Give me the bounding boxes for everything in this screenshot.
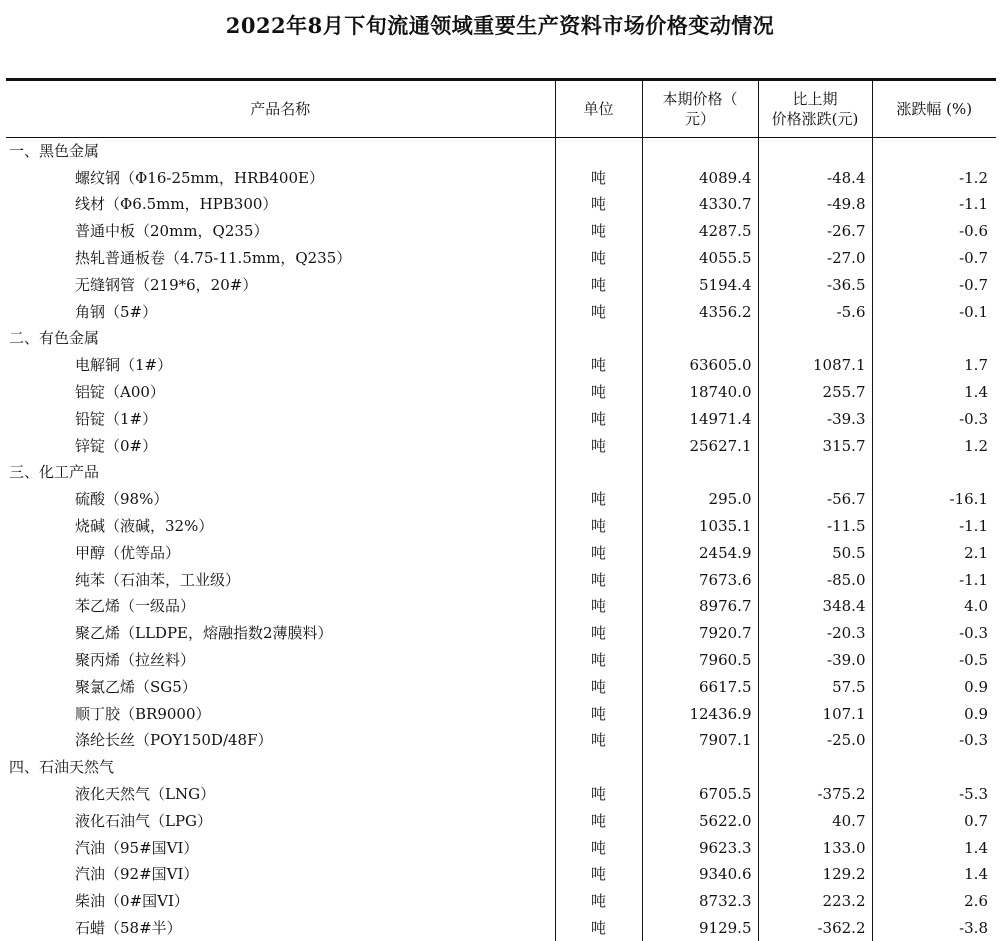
percent-cell: -0.6 — [872, 218, 996, 245]
product-name-cell: 无缝钢管（219*6，20#） — [75, 275, 258, 294]
price-cell: 12436.9 — [642, 700, 758, 727]
product-name-cell: 角钢（5#） — [75, 302, 158, 321]
product-name-cell: 汽油（92#国VI） — [75, 865, 199, 884]
category-row — [6, 754, 996, 781]
change-cell: 315.7 — [758, 432, 872, 459]
table-row — [6, 218, 996, 245]
price-cell: 9623.3 — [642, 834, 758, 861]
percent-cell — [872, 325, 996, 352]
percent-cell — [872, 138, 996, 165]
unit-cell: 吨 — [555, 861, 642, 888]
table-row — [6, 807, 996, 834]
table-body — [6, 138, 996, 941]
header-unit: 单位 — [555, 80, 642, 138]
unit-cell: 吨 — [555, 164, 642, 191]
percent-cell: 1.7 — [872, 352, 996, 379]
percent-cell: 1.4 — [872, 379, 996, 406]
percent-cell: -0.3 — [872, 727, 996, 754]
price-cell — [642, 325, 758, 352]
change-cell: -36.5 — [758, 271, 872, 298]
change-cell: 255.7 — [758, 379, 872, 406]
table-row — [6, 727, 996, 754]
table-row — [6, 861, 996, 888]
unit-cell: 吨 — [555, 539, 642, 566]
price-cell: 8732.3 — [642, 888, 758, 915]
price-cell — [642, 138, 758, 165]
product-name-cell: 柴油（0#国VI） — [75, 892, 189, 911]
percent-cell: 2.1 — [872, 539, 996, 566]
percent-cell: -0.3 — [872, 405, 996, 432]
product-name-cell: 汽油（95#国VI） — [75, 838, 199, 857]
table-row — [6, 915, 996, 941]
price-cell: 5194.4 — [642, 271, 758, 298]
table-row — [6, 405, 996, 432]
header-change-percent: 涨跌幅 (%) — [872, 80, 996, 138]
unit-cell — [555, 754, 642, 781]
product-name-cell: 四、石油天然气 — [9, 758, 115, 777]
unit-cell: 吨 — [555, 245, 642, 272]
price-cell: 4055.5 — [642, 245, 758, 272]
product-name-cell: 聚乙烯（LLDPE，熔融指数2薄膜料） — [75, 624, 333, 643]
unit-cell: 吨 — [555, 647, 642, 674]
unit-cell: 吨 — [555, 620, 642, 647]
unit-cell: 吨 — [555, 352, 642, 379]
change-cell: -26.7 — [758, 218, 872, 245]
price-cell: 7907.1 — [642, 727, 758, 754]
change-cell: 223.2 — [758, 888, 872, 915]
change-cell — [758, 459, 872, 486]
product-name-cell: 锌锭（0#） — [75, 436, 158, 455]
product-name-cell: 热轧普通板卷（4.75-11.5mm，Q235） — [75, 249, 352, 268]
price-cell: 6705.5 — [642, 781, 758, 808]
table-row — [6, 352, 996, 379]
price-cell: 63605.0 — [642, 352, 758, 379]
change-cell: -49.8 — [758, 191, 872, 218]
table-row — [6, 379, 996, 406]
product-name-cell: 铝锭（A00） — [75, 383, 165, 402]
change-cell: -39.0 — [758, 647, 872, 674]
unit-cell — [555, 459, 642, 486]
unit-cell: 吨 — [555, 566, 642, 593]
table-row — [6, 566, 996, 593]
percent-cell: -16.1 — [872, 486, 996, 513]
product-name-cell: 甲醇（优等品） — [75, 543, 181, 562]
price-cell: 4287.5 — [642, 218, 758, 245]
percent-cell: -0.5 — [872, 647, 996, 674]
change-cell — [758, 754, 872, 781]
change-cell — [758, 138, 872, 165]
percent-cell: -1.1 — [872, 566, 996, 593]
table-row — [6, 888, 996, 915]
price-cell: 2454.9 — [642, 539, 758, 566]
category-row — [6, 459, 996, 486]
table-row — [6, 781, 996, 808]
change-cell: 50.5 — [758, 539, 872, 566]
category-row — [6, 325, 996, 352]
product-name-cell: 涤纶长丝（POY150D/48F） — [75, 731, 273, 750]
percent-cell: 0.9 — [872, 700, 996, 727]
percent-cell: -1.1 — [872, 513, 996, 540]
product-name-cell: 聚丙烯（拉丝料） — [75, 651, 196, 670]
price-cell: 14971.4 — [642, 405, 758, 432]
percent-cell: -0.7 — [872, 245, 996, 272]
change-cell: -362.2 — [758, 915, 872, 941]
price-cell: 25627.1 — [642, 432, 758, 459]
change-cell: 348.4 — [758, 593, 872, 620]
price-cell: 5622.0 — [642, 807, 758, 834]
unit-cell: 吨 — [555, 727, 642, 754]
table-row — [6, 298, 996, 325]
change-cell: 133.0 — [758, 834, 872, 861]
product-name-cell: 液化石油气（LPG） — [75, 811, 213, 830]
product-name-cell: 聚氯乙烯（SG5） — [75, 677, 197, 696]
unit-cell: 吨 — [555, 807, 642, 834]
unit-cell: 吨 — [555, 271, 642, 298]
table-header-row — [6, 80, 996, 138]
price-table — [6, 78, 996, 941]
product-name-cell: 硫酸（98%） — [75, 490, 169, 509]
price-cell — [642, 459, 758, 486]
price-cell: 7920.7 — [642, 620, 758, 647]
header-product-name: 产品名称 — [6, 80, 555, 138]
unit-cell: 吨 — [555, 379, 642, 406]
unit-cell: 吨 — [555, 486, 642, 513]
product-name-cell: 纯苯（石油苯，工业级） — [75, 570, 241, 589]
change-cell: 40.7 — [758, 807, 872, 834]
table-row — [6, 700, 996, 727]
unit-cell: 吨 — [555, 218, 642, 245]
table-row — [6, 245, 996, 272]
unit-cell: 吨 — [555, 915, 642, 941]
product-name-cell: 石蜡（58#半） — [75, 919, 182, 937]
table-row — [6, 432, 996, 459]
table-row — [6, 620, 996, 647]
percent-cell: -1.1 — [872, 191, 996, 218]
change-cell: 1087.1 — [758, 352, 872, 379]
table-row — [6, 593, 996, 620]
percent-cell — [872, 754, 996, 781]
product-name-cell: 二、有色金属 — [9, 329, 100, 348]
percent-cell: 1.4 — [872, 861, 996, 888]
unit-cell: 吨 — [555, 432, 642, 459]
change-cell: 57.5 — [758, 673, 872, 700]
product-name-cell: 顺丁胶（BR9000） — [75, 704, 211, 723]
percent-cell: 0.9 — [872, 673, 996, 700]
change-cell: -375.2 — [758, 781, 872, 808]
unit-cell: 吨 — [555, 781, 642, 808]
price-cell: 9340.6 — [642, 861, 758, 888]
unit-cell: 吨 — [555, 673, 642, 700]
product-name-cell: 普通中板（20mm，Q235） — [75, 222, 269, 241]
product-name-cell: 苯乙烯（一级品） — [75, 597, 196, 616]
table-row — [6, 647, 996, 674]
percent-cell: 2.6 — [872, 888, 996, 915]
unit-cell: 吨 — [555, 888, 642, 915]
change-cell: -27.0 — [758, 245, 872, 272]
unit-cell — [555, 138, 642, 165]
price-cell: 6617.5 — [642, 673, 758, 700]
product-name-cell: 电解铜（1#） — [75, 356, 173, 375]
unit-cell: 吨 — [555, 700, 642, 727]
header-price-change: 比上期 价格涨跌(元) — [758, 80, 872, 138]
price-cell: 4356.2 — [642, 298, 758, 325]
unit-cell: 吨 — [555, 405, 642, 432]
percent-cell: 1.4 — [872, 834, 996, 861]
price-cell — [642, 754, 758, 781]
change-cell: -85.0 — [758, 566, 872, 593]
table-row — [6, 834, 996, 861]
unit-cell: 吨 — [555, 191, 642, 218]
table-row — [6, 271, 996, 298]
product-name-cell: 一、黑色金属 — [9, 142, 100, 161]
unit-cell — [555, 325, 642, 352]
percent-cell: 4.0 — [872, 593, 996, 620]
percent-cell: -0.1 — [872, 298, 996, 325]
change-cell: -11.5 — [758, 513, 872, 540]
table-row — [6, 164, 996, 191]
category-row — [6, 138, 996, 165]
change-cell: -5.6 — [758, 298, 872, 325]
change-cell: 129.2 — [758, 861, 872, 888]
change-cell — [758, 325, 872, 352]
change-cell: -20.3 — [758, 620, 872, 647]
price-cell: 7673.6 — [642, 566, 758, 593]
price-cell: 1035.1 — [642, 513, 758, 540]
unit-cell: 吨 — [555, 593, 642, 620]
header-current-price: 本期价格（ 元） — [642, 80, 758, 138]
change-cell: -56.7 — [758, 486, 872, 513]
table-row — [6, 539, 996, 566]
price-cell: 9129.5 — [642, 915, 758, 941]
price-cell: 8976.7 — [642, 593, 758, 620]
percent-cell: -1.2 — [872, 164, 996, 191]
change-cell: 107.1 — [758, 700, 872, 727]
product-name-cell: 线材（Φ6.5mm，HPB300） — [75, 195, 278, 214]
percent-cell — [872, 459, 996, 486]
change-cell: -39.3 — [758, 405, 872, 432]
percent-cell: -0.7 — [872, 271, 996, 298]
table-row — [6, 673, 996, 700]
product-name-cell: 螺纹钢（Φ16-25mm，HRB400E） — [75, 168, 324, 187]
unit-cell: 吨 — [555, 298, 642, 325]
unit-cell: 吨 — [555, 513, 642, 540]
change-cell: -48.4 — [758, 164, 872, 191]
product-name-cell: 铅锭（1#） — [75, 409, 158, 428]
percent-cell: 0.7 — [872, 807, 996, 834]
price-cell: 7960.5 — [642, 647, 758, 674]
price-cell: 295.0 — [642, 486, 758, 513]
table-row — [6, 191, 996, 218]
table-row — [6, 513, 996, 540]
page-title: 2022年8月下旬流通领域重要生产资料市场价格变动情况 — [225, 13, 775, 38]
percent-cell: -3.8 — [872, 915, 996, 941]
percent-cell: -0.3 — [872, 620, 996, 647]
table-row — [6, 486, 996, 513]
change-cell: -25.0 — [758, 727, 872, 754]
product-name-cell: 三、化工产品 — [9, 463, 100, 482]
price-cell: 4089.4 — [642, 164, 758, 191]
unit-cell: 吨 — [555, 834, 642, 861]
price-cell: 18740.0 — [642, 379, 758, 406]
percent-cell: -5.3 — [872, 781, 996, 808]
product-name-cell: 液化天然气（LNG） — [75, 785, 216, 804]
price-cell: 4330.7 — [642, 191, 758, 218]
percent-cell: 1.2 — [872, 432, 996, 459]
product-name-cell: 烧碱（液碱，32%） — [75, 517, 214, 536]
